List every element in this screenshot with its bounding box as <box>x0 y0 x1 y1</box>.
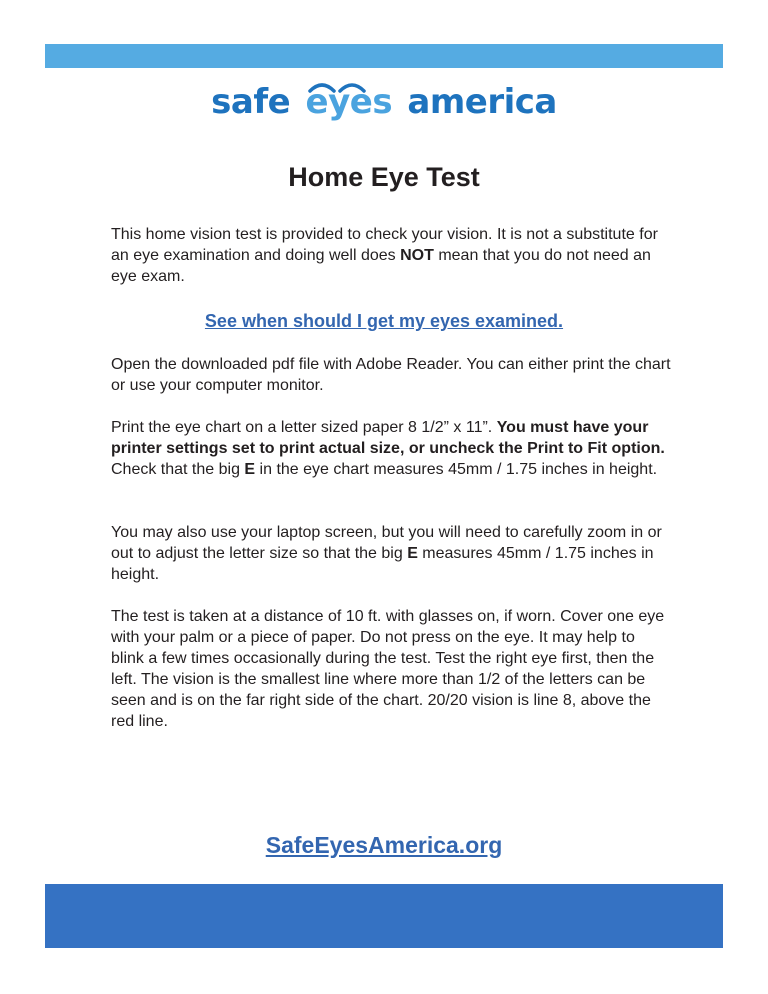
safe-eyes-america-logo <box>0 82 768 122</box>
test-procedure-paragraph: The test is taken at a distance of 10 ft. with glasses on, if worn. Cover one eye with your palm or a piece of paper. Do not press on the eye. It may help to blink a few times occasionally during the test. Test the right eye first, then the left. The vision is the smallest line where more than 1/2 of the letters can be seen and is on the far right side of the chart. 20/20 vision is line 8, above the red line. <box>111 608 665 730</box>
top-banner-bar <box>45 44 723 68</box>
logo-word-america: america <box>407 82 557 122</box>
print-instructions-paragraph: Print the eye chart on a letter sized paper 8 1/2” x 11”. You must have your printer settings set to print actual size, or uncheck the Print to Fit option. Check that the big E in the eye chart measures 45mm / 1.75 inches in height. <box>111 419 665 478</box>
eye-exam-timing-link[interactable]: See when should I get my eyes examined. <box>204 311 564 331</box>
emphasis-not: NOT <box>400 247 434 264</box>
bottom-footer-bar <box>45 884 723 948</box>
open-pdf-paragraph: Open the downloaded pdf file with Adobe Reader. You can either print the chart or use your computer monitor. <box>111 356 671 394</box>
intro-paragraph: This home vision test is provided to check your vision. It is not a substitute for an eye examination and doing well does NOT mean that you do not need an eye exam. <box>111 226 658 285</box>
eyebrow-arcs-icon <box>306 79 368 93</box>
website-link[interactable]: SafeEyesAmerica.org <box>265 832 503 858</box>
page-title: Home Eye Test <box>288 162 480 192</box>
logo-word-eyes: eyes <box>306 82 393 122</box>
logo-word-safe: safe <box>211 82 291 122</box>
screen-instructions-paragraph: You may also use your laptop screen, but you will need to carefully zoom in or out to adjust the letter size so that the big E measures 45mm / 1.75 inches in height. <box>111 524 662 583</box>
print-settings-warning: You must have your printer settings set to print actual size, or uncheck the Print to Fit option. <box>111 419 665 457</box>
